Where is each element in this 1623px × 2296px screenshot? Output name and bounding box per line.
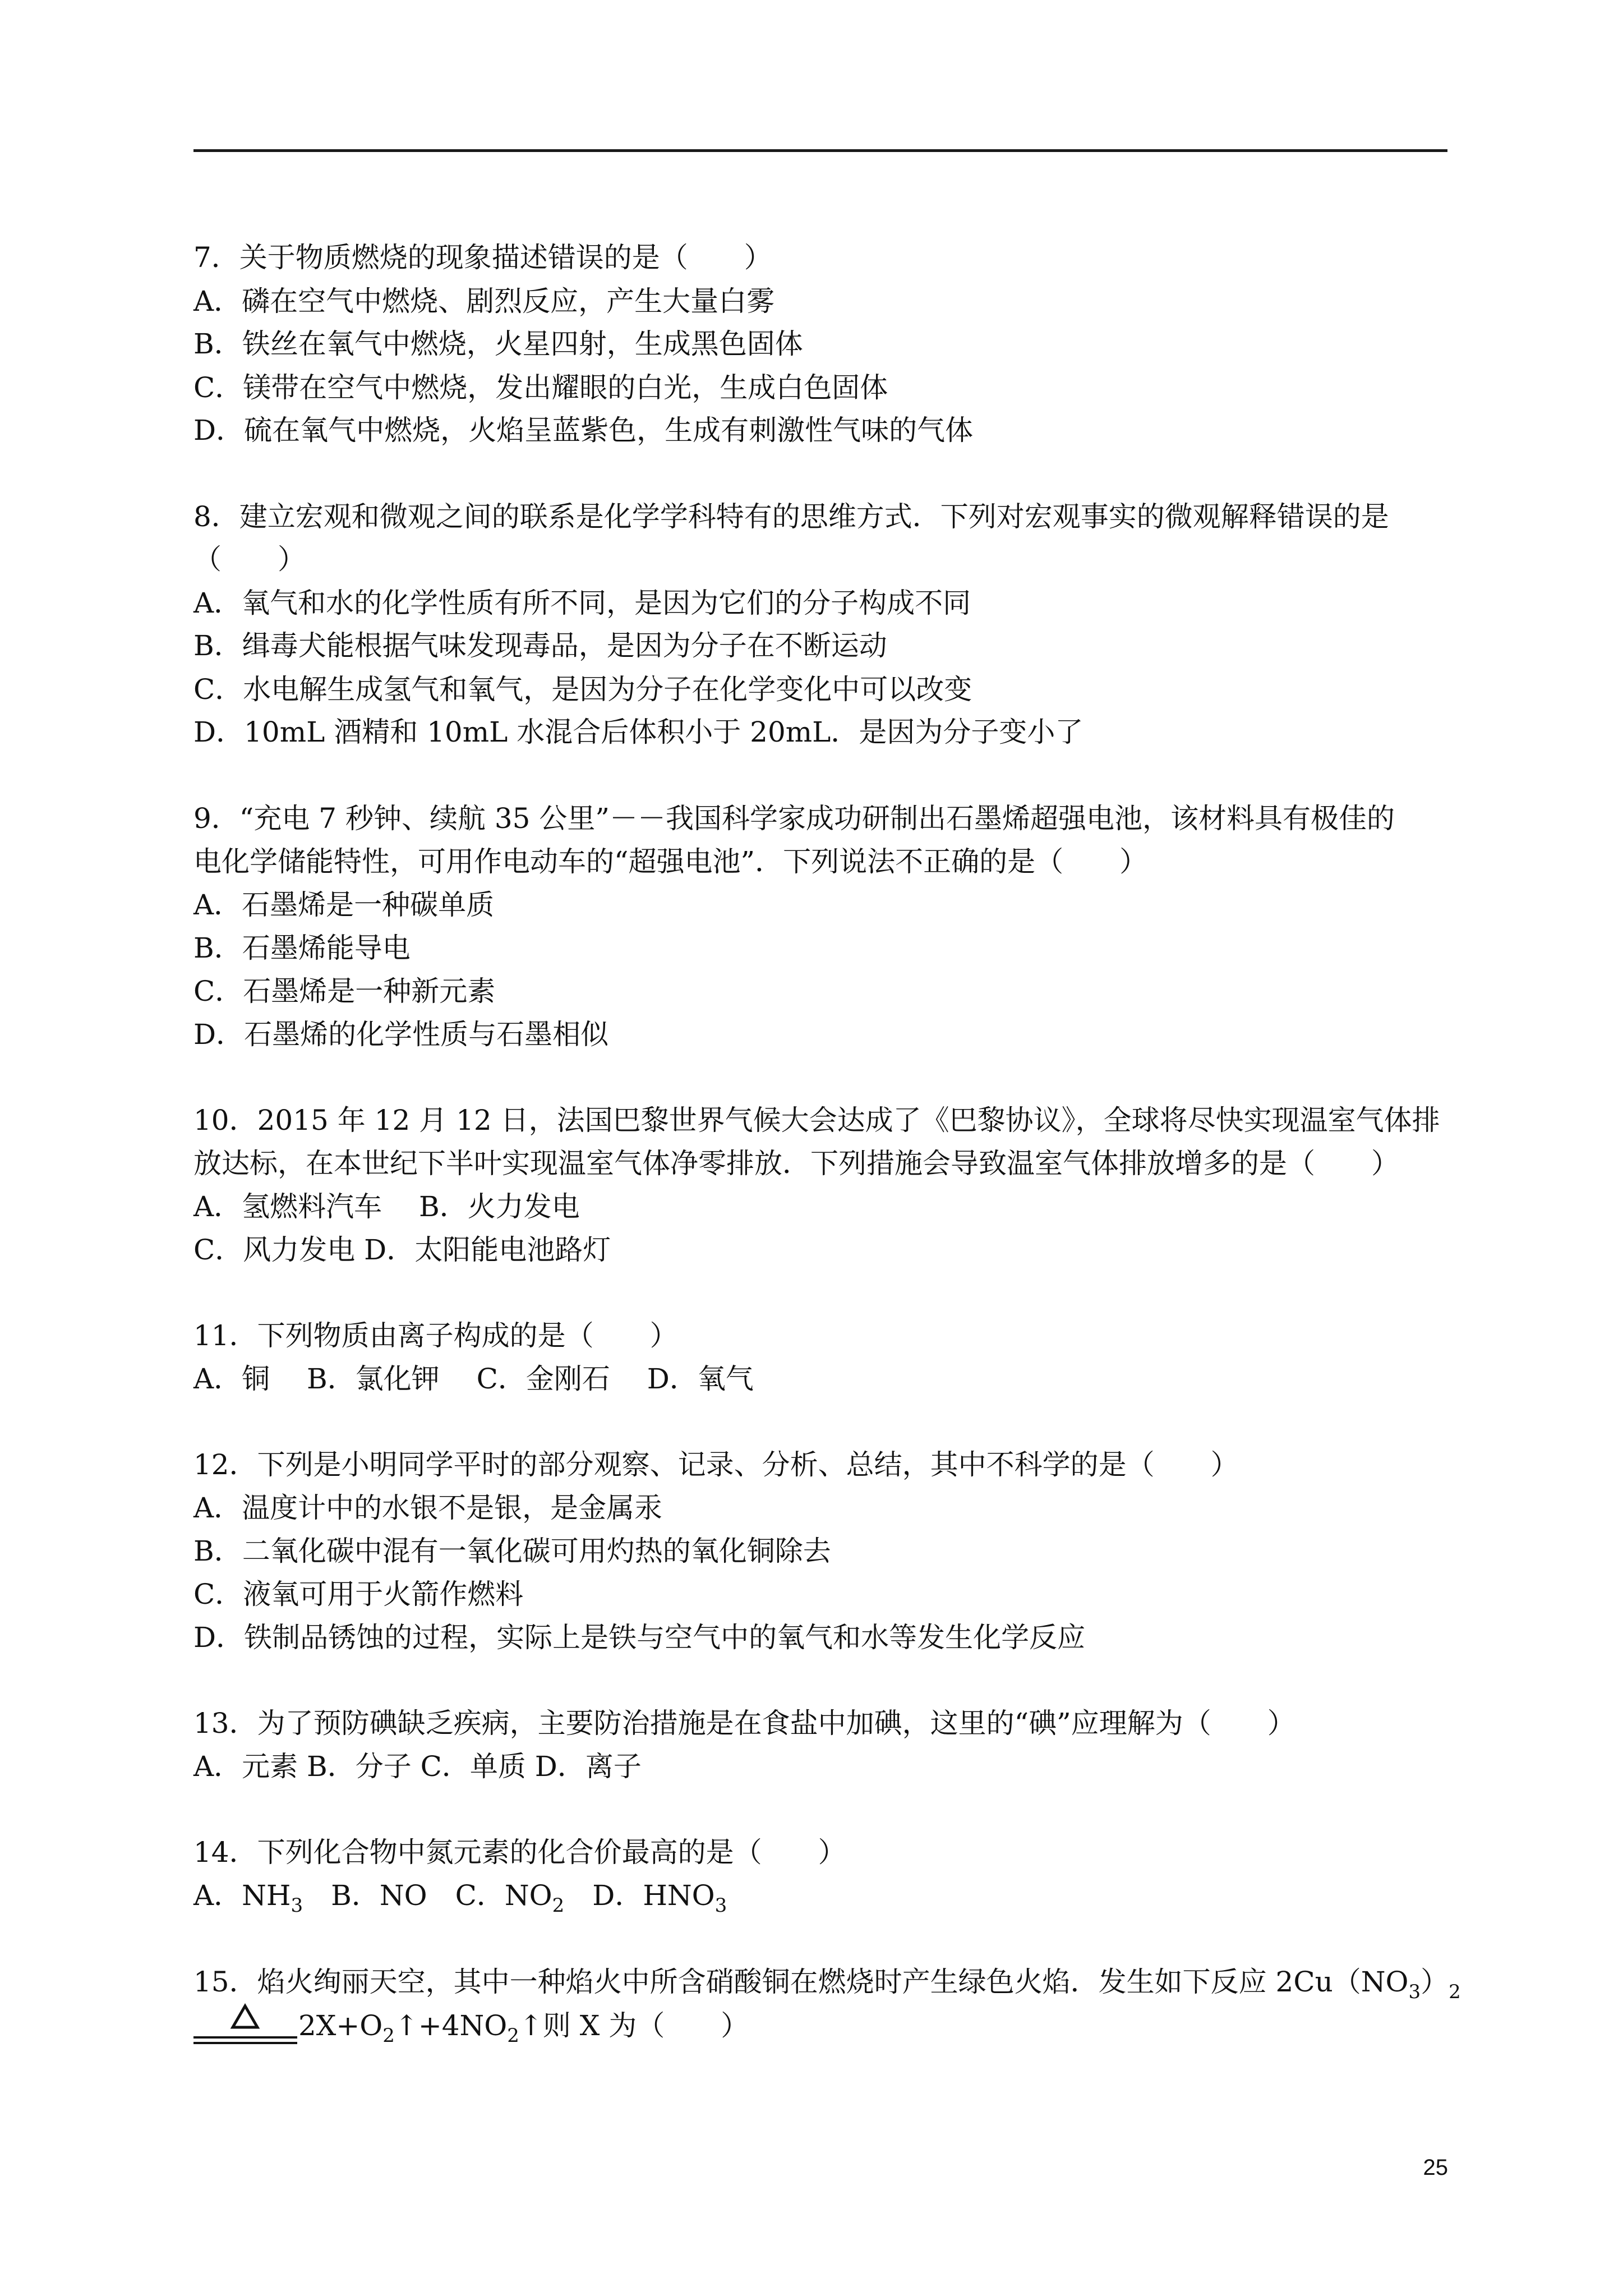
- q15-eq-product: 2X+O: [298, 2009, 383, 2042]
- q12-option-b: B．二氧化碳中混有一氧化碳可用灼热的氧化铜除去: [193, 1535, 831, 1567]
- q15-stem-text: 15．焰火绚丽天空，其中一种焰火中所含硝酸铜在燃烧时产生绿色火焰．发生如下反应 2Cu（NO: [193, 1966, 1409, 1998]
- q15-eq-no2: ↑+4NO: [394, 2009, 508, 2042]
- q14-option-a: A．NH: [193, 1879, 291, 1912]
- q15-stem-subscript-2: 2: [1449, 1981, 1461, 2003]
- q9-stem-line1: 9．“充电 7 秒钟、续航 35 公里”－－我国科学家成功研制出石墨烯超强电池，该材料具有极佳的: [193, 802, 1395, 835]
- q9-option-d: D．石墨烯的化学性质与石墨相似: [193, 1018, 609, 1051]
- q14-option-b: B．NO: [303, 1879, 427, 1912]
- q8-option-d: D．10mL 酒精和 10mL 水混合后体积小于 20mL．是因为分子变小了: [193, 716, 1083, 748]
- q11-stem: 11．下列物质由离子构成的是（ ）: [193, 1319, 678, 1352]
- q7-option-d: D．硫在氧气中燃烧，火焰呈蓝紫色，生成有刺激性气味的气体: [193, 414, 974, 447]
- q9-option-a: A．石墨烯是一种碳单质: [193, 889, 495, 921]
- q12-option-a: A．温度计中的水银不是银，是金属汞: [193, 1492, 663, 1524]
- heating-equals-sign-icon: [193, 2003, 297, 2053]
- q15-equation: [298, 2008, 749, 2047]
- q8-stem-line2: （ ）: [193, 543, 306, 576]
- q10-stem-line1: 10．2015 年 12 月 12 日，法国巴黎世界气候大会达成了《巴黎协议》，全球将尽快实现温室气体排: [193, 1104, 1440, 1137]
- header-rule: [193, 149, 1447, 152]
- q7-option-b: B．铁丝在氧气中燃烧，火星四射，生成黑色固体: [193, 328, 803, 360]
- q8-option-c: C．水电解生成氢气和氧气，是因为分子在化学变化中可以改变: [193, 673, 972, 706]
- q14-stem: 14．下列化合物中氮元素的化合价最高的是（ ）: [193, 1836, 846, 1869]
- q11-options: A．铜 B．氯化钾 C．金刚石 D．氧气: [193, 1363, 754, 1395]
- q9-stem-line2: 电化学储能特性，可用作电动车的“超强电池”．下列说法不正确的是（ ）: [193, 845, 1148, 878]
- q14-option-d: D．HNO: [564, 1879, 715, 1912]
- q9-option-c: C．石墨烯是一种新元素: [193, 975, 496, 1007]
- q12-stem: 12．下列是小明同学平时的部分观察、记录、分析、总结，其中不科学的是（ ）: [193, 1448, 1239, 1481]
- q14-option-a-subscript: 3: [291, 1894, 303, 1917]
- q9-option-b: B．石墨烯能导电: [193, 932, 411, 964]
- q14-options: [193, 1878, 727, 1917]
- q14-option-c-subscript: 2: [552, 1894, 565, 1917]
- q15-stem: [193, 1964, 1461, 2003]
- q10-stem-line2: 放达标，在本世纪下半叶实现温室气体净零排放．下列措施会导致温室气体排放增多的是（ ）: [193, 1147, 1399, 1180]
- q15-stem-subscript-3: 3: [1408, 1981, 1421, 2003]
- q7-option-c: C．镁带在空气中燃烧，发出耀眼的白光，生成白色固体: [193, 371, 888, 404]
- q12-option-c: C．液氧可用于火箭作燃料: [193, 1578, 524, 1611]
- q8-option-b: B．缉毒犬能根据气味发现毒品，是因为分子在不断运动: [193, 629, 887, 662]
- q15-stem-close-paren: ）: [1421, 1966, 1449, 1998]
- page-number: 25: [1423, 2155, 1448, 2180]
- q7-stem: 7．关于物质燃烧的现象描述错误的是（ ）: [193, 241, 772, 274]
- q15-eq-question: ↑则 X 为（ ）: [519, 2009, 749, 2042]
- q14-option-c: C．NO: [427, 1879, 552, 1912]
- q15-eq-o2-subscript: 2: [382, 2024, 395, 2047]
- q10-options-cd: C．风力发电 D．太阳能电池路灯: [193, 1234, 611, 1266]
- q13-options: A．元素 B．分子 C．单质 D．离子: [193, 1750, 642, 1783]
- q7-option-a: A．磷在空气中燃烧、剧烈反应，产生大量白雾: [193, 285, 775, 318]
- q13-stem: 13．为了预防碘缺乏疾病，主要防治措施是在食盐中加碘，这里的“碘”应理解为（ ）: [193, 1707, 1295, 1740]
- q15-eq-no2-subscript: 2: [507, 2024, 519, 2047]
- q10-options-ab: A．氢燃料汽车 B．火力发电: [193, 1190, 580, 1223]
- q8-stem-line1: 8．建立宏观和微观之间的联系是化学学科特有的思维方式．下列对宏观事实的微观解释错误的是: [193, 500, 1389, 533]
- q14-option-d-subscript: 3: [714, 1894, 727, 1917]
- q8-option-a: A．氧气和水的化学性质有所不同，是因为它们的分子构成不同: [193, 587, 971, 619]
- q12-option-d: D．铁制品锈蚀的过程，实际上是铁与空气中的氧气和水等发生化学反应: [193, 1621, 1086, 1654]
